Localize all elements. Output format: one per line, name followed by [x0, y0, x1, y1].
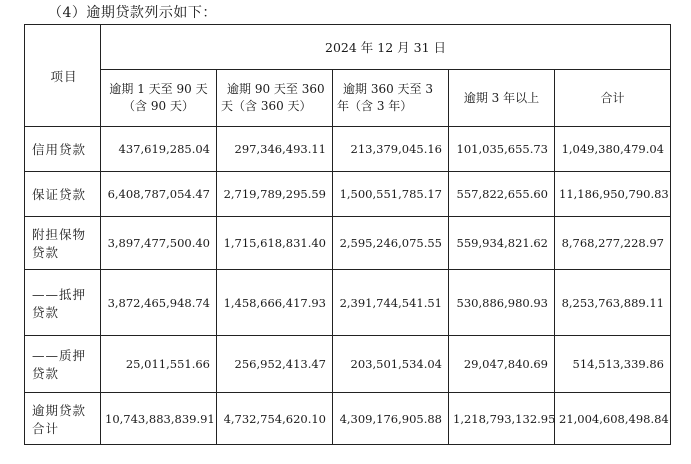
- row-label-line: 合计: [32, 420, 60, 436]
- header-row-date: [25, 25, 671, 70]
- table-cell: 8,768,277,228.97: [555, 217, 671, 270]
- table-row-guaranteed-loans: [25, 172, 671, 217]
- table-cell: 514,513,339.86: [555, 336, 671, 393]
- table-cell: 1,715,618,831.40: [217, 217, 333, 270]
- table-cell: 25,011,551.66: [101, 336, 217, 393]
- row-label: [25, 393, 101, 445]
- table-cell: 1,500,551,785.17: [333, 172, 449, 217]
- table-cell: 101,035,655.73: [449, 127, 555, 172]
- table-cell: 530,886,980.93: [449, 270, 555, 336]
- table-cell: 4,732,754,620.10: [217, 393, 333, 445]
- column-header-360-days-3-years: [333, 70, 449, 127]
- section-heading: （4）逾期贷款列示如下：: [48, 5, 217, 21]
- table-cell: 2,391,744,541.51: [333, 270, 449, 336]
- table-cell: 256,952,413.47: [217, 336, 333, 393]
- column-header-line: （含 90 天）: [123, 99, 194, 113]
- row-label-line: 附担保物: [32, 227, 87, 242]
- table-cell: 6,408,787,054.47: [101, 172, 217, 217]
- column-header-line: 逾期 1 天至 90 天: [109, 82, 208, 96]
- table-cell: 29,047,840.69: [449, 336, 555, 393]
- table-cell: 297,346,493.11: [217, 127, 333, 172]
- column-header-line: 逾期 3 年以上: [463, 90, 540, 105]
- row-label: 信用贷款: [25, 127, 101, 172]
- table-cell: 21,004,608,498.84: [555, 393, 671, 445]
- table-cell: 2,719,789,295.59: [217, 172, 333, 217]
- row-label: 保证贷款: [25, 172, 101, 217]
- table-cell: 3,897,477,500.40: [101, 217, 217, 270]
- table-row-mortgage-loans: [25, 270, 671, 336]
- column-header-1-90-days: [101, 70, 217, 127]
- header-row-columns: [25, 70, 671, 127]
- table-row-overdue-total: [25, 393, 671, 445]
- column-header-over-3-years: [449, 70, 555, 127]
- table-cell: 4,309,176,905.88: [333, 393, 449, 445]
- table-cell: 8,253,763,889.11: [555, 270, 671, 336]
- table-row-pledged-loans: [25, 336, 671, 393]
- column-header-total: [555, 70, 671, 127]
- table-cell: 10,743,883,839.91: [101, 393, 217, 445]
- item-column-header: 项目: [25, 25, 101, 127]
- row-label: [25, 217, 101, 270]
- column-header-line: 逾期 90 天至 360: [227, 82, 325, 96]
- row-label-line: ——抵押: [32, 286, 87, 302]
- table-cell: 203,501,534.04: [333, 336, 449, 393]
- table-cell: 1,049,380,479.04: [555, 127, 671, 172]
- table-cell: 3,872,465,948.74: [101, 270, 217, 336]
- row-label-line: 贷款: [32, 304, 60, 320]
- row-label-line: ——质押: [32, 348, 87, 363]
- row-label-line: 贷款: [32, 245, 60, 260]
- table-cell: 213,379,045.16: [333, 127, 449, 172]
- row-label: [25, 336, 101, 393]
- table-cell: 559,934,821.62: [449, 217, 555, 270]
- column-header-line: 天（含 360 天）: [221, 99, 312, 113]
- table-row-collateralized-loans: [25, 217, 671, 270]
- table-cell: 2,595,246,075.55: [333, 217, 449, 270]
- row-label-line: 贷款: [32, 366, 60, 381]
- column-header-line: 年（含 3 年）: [337, 99, 413, 113]
- date-header: 2024 年 12 月 31 日: [101, 25, 671, 70]
- table-cell: 11,186,950,790.83: [555, 172, 671, 217]
- column-header-line: 逾期 360 天至 3: [343, 82, 433, 96]
- table-cell: 557,822,655.60: [449, 172, 555, 217]
- row-label-line: 逾期贷款: [32, 402, 87, 418]
- column-header-line: 合计: [600, 90, 625, 105]
- row-label: [25, 270, 101, 336]
- table-cell: 437,619,285.04: [101, 127, 217, 172]
- table-row-credit-loans: [25, 127, 671, 172]
- table-cell: 1,218,793,132.95: [449, 393, 555, 445]
- table-cell: 1,458,666,417.93: [217, 270, 333, 336]
- overdue-loans-table: [24, 24, 671, 445]
- column-header-90-360-days: [217, 70, 333, 127]
